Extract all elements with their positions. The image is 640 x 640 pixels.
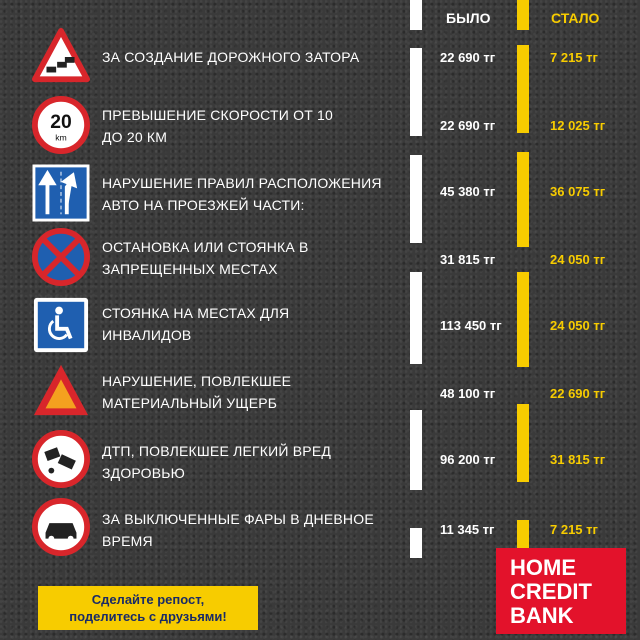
warning-triangle-icon bbox=[32, 362, 90, 420]
white-lane-marking bbox=[410, 0, 422, 30]
fine-label: ЗА СОЗДАНИЕ ДОРОЖНОГО ЗАТОРА bbox=[102, 49, 360, 65]
fine-row bbox=[0, 28, 640, 98]
fine-row bbox=[0, 362, 640, 432]
fine-old-value: 11 345 тг bbox=[440, 522, 495, 537]
fine-label: СТОЯНКА НА МЕСТАХ ДЛЯ ИНВАЛИДОВ bbox=[102, 305, 290, 343]
disabled-parking-icon bbox=[32, 296, 90, 354]
speed-limit-20-icon bbox=[32, 96, 90, 154]
fine-label: ПРЕВЫШЕНИЕ СКОРОСТИ ОТ 10 ДО 20 КМ bbox=[102, 107, 334, 145]
yellow-lane-marking bbox=[517, 0, 529, 30]
lane-direction-icon bbox=[32, 164, 90, 222]
repost-line-2: поделитесь с друзьями! bbox=[69, 609, 227, 624]
fine-new-value: 22 690 тг bbox=[550, 386, 606, 401]
traffic-jam-warning-icon bbox=[32, 28, 90, 86]
fine-old-value: 45 380 тг bbox=[440, 184, 496, 199]
fine-new-value: 24 050 тг bbox=[550, 318, 606, 333]
accident-icon bbox=[32, 430, 90, 488]
fine-label: НАРУШЕНИЕ ПРАВИЛ РАСПОЛОЖЕНИЯ АВТО НА ПРОЕЗЖЕЙ ЧАСТИ: bbox=[102, 175, 382, 213]
home-credit-bank-logo bbox=[496, 548, 626, 634]
column-header-new: СТАЛО bbox=[551, 10, 600, 26]
column-header-old: БЫЛО bbox=[446, 10, 491, 26]
fine-new-value: 12 025 тг bbox=[550, 118, 606, 133]
fine-new-value: 7 215 тг bbox=[550, 522, 598, 537]
fine-row bbox=[0, 430, 640, 500]
svg-text:20: 20 bbox=[50, 111, 72, 133]
fine-new-value: 24 050 тг bbox=[550, 252, 606, 267]
fine-new-value: 36 075 тг bbox=[550, 184, 606, 199]
fine-label: ЗА ВЫКЛЮЧЕННЫЕ ФАРЫ В ДНЕВНОЕ ВРЕМЯ bbox=[102, 511, 374, 549]
bank-logo-line-1: HOME bbox=[510, 555, 576, 580]
fine-new-value: 7 215 тг bbox=[550, 50, 598, 65]
svg-text:km: km bbox=[55, 132, 67, 143]
repost-banner bbox=[38, 586, 258, 630]
fine-label: НАРУШЕНИЕ, ПОВЛЕКШЕЕ МАТЕРИАЛЬНЫЙ УЩЕРБ bbox=[102, 373, 292, 411]
fine-row bbox=[0, 96, 640, 166]
fine-new-value: 31 815 тг bbox=[550, 452, 606, 467]
bank-logo-line-2: CREDIT bbox=[510, 579, 592, 604]
fine-row bbox=[0, 296, 640, 366]
no-stopping-icon bbox=[32, 228, 90, 286]
repost-line-1: Сделайте репост, bbox=[91, 592, 205, 607]
fine-old-value: 31 815 тг bbox=[440, 252, 496, 267]
fine-old-value: 48 100 тг bbox=[440, 386, 496, 401]
fine-row bbox=[0, 164, 640, 234]
fine-old-value: 96 200 тг bbox=[440, 452, 496, 467]
fine-row bbox=[0, 228, 640, 298]
bank-logo-line-3: BANK bbox=[510, 603, 574, 628]
fine-old-value: 113 450 тг bbox=[440, 318, 502, 333]
fine-old-value: 22 690 тг bbox=[440, 118, 496, 133]
fine-old-value: 22 690 тг bbox=[440, 50, 496, 65]
fine-label: ОСТАНОВКА ИЛИ СТОЯНКА В ЗАПРЕЩЕННЫХ МЕСТАХ bbox=[102, 239, 309, 277]
headlights-car-icon bbox=[32, 498, 90, 556]
fine-label: ДТП, ПОВЛЕКШЕЕ ЛЕГКИЙ ВРЕД ЗДОРОВЬЮ bbox=[102, 443, 332, 481]
